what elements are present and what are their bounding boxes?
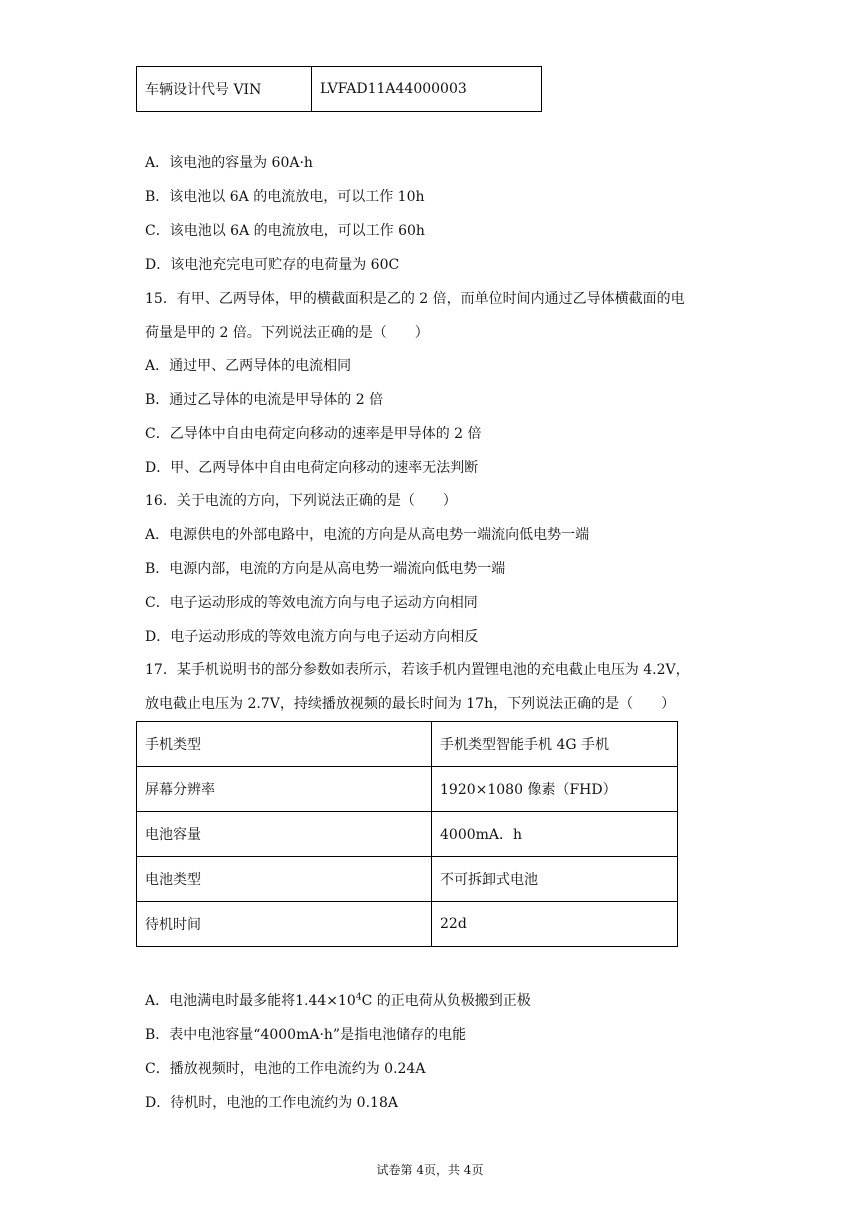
q14-option-a: A．该电池的容量为 60A·h (145, 155, 313, 171)
q17-option-a-exponent: 4 (355, 992, 362, 1003)
vin-label: 车辆设计代号 VIN (137, 67, 312, 112)
spec-key: 手机类型 (137, 722, 432, 767)
q17-stem-line2: 放电截止电压为 2.7V，持续播放视频的最长时间为 17h，下列说法正确的是（ ） (145, 696, 676, 712)
q17-option-a (145, 991, 531, 1011)
q17-option-c: C．播放视频时，电池的工作电流约为 0.24A (145, 1061, 426, 1077)
phone-spec-table (136, 721, 678, 947)
q15-option-a: A．通过甲、乙两导体的电流相同 (145, 358, 352, 374)
table-row (137, 902, 678, 947)
spec-value: 手机类型智能手机 4G 手机 (432, 722, 678, 767)
spec-value: 不可拆卸式电池 (432, 857, 678, 902)
vin-value: LVFAD11A44000003 (312, 67, 542, 112)
q14-option-b: B．该电池以 6A 的电流放电，可以工作 10h (145, 189, 425, 205)
spec-key: 待机时间 (137, 902, 432, 947)
spec-key: 电池类型 (137, 857, 432, 902)
q16-option-a: A．电源供电的外部电路中，电流的方向是从高电势一端流向低电势一端 (145, 527, 590, 543)
page-footer: 试卷第 4页，共 4页 (376, 1163, 484, 1177)
q17-option-b: B．表中电池容量“4000mA·h”是指电池储存的电能 (145, 1027, 467, 1043)
q16-option-d: D．电子运动形成的等效电流方向与电子运动方向相反 (145, 629, 479, 645)
table-row (137, 722, 678, 767)
spec-key: 屏幕分辨率 (137, 767, 432, 812)
table-row (137, 857, 678, 902)
q17-option-a-text: A．电池满电时最多能将1.44×10 (145, 993, 356, 1009)
q15-option-b: B．通过乙导体的电流是甲导体的 2 倍 (145, 392, 384, 408)
spec-key: 电池容量 (137, 812, 432, 857)
table-row (137, 767, 678, 812)
q17-stem-line1: 17．某手机说明书的部分参数如表所示，若该手机内置锂电池的充电截止电压为 4.2V， (145, 662, 690, 678)
q14-option-d: D．该电池充完电可贮存的电荷量为 60C (145, 257, 400, 273)
q17-option-a-tail: C 的正电荷从负极搬到正极 (361, 993, 531, 1009)
spec-value: 4000mA．h (432, 812, 678, 857)
q16-option-b: B．电源内部，电流的方向是从高电势一端流向低电势一端 (145, 561, 506, 577)
table-row (137, 812, 678, 857)
q16-option-c: C．电子运动形成的等效电流方向与电子运动方向相同 (145, 595, 478, 611)
spec-value: 22d (432, 902, 678, 947)
q16-stem: 16．关于电流的方向，下列说法正确的是（ ） (145, 493, 457, 509)
q15-stem-line2: 荷量是甲的 2 倍。下列说法正确的是（ ） (145, 325, 429, 341)
q17-option-d: D．待机时，电池的工作电流约为 0.18A (145, 1095, 398, 1111)
q15-stem-line1: 15．有甲、乙两导体，甲的横截面积是乙的 2 倍，而单位时间内通过乙导体横截面的电 (145, 291, 685, 307)
q15-option-d: D．甲、乙两导体中自由电荷定向移动的速率无法判断 (145, 460, 479, 476)
spec-value: 1920×1080 像素（FHD） (432, 767, 678, 812)
q15-option-c: C．乙导体中自由电荷定向移动的速率是甲导体的 2 倍 (145, 426, 482, 442)
vin-table (136, 66, 542, 112)
q14-option-c: C．该电池以 6A 的电流放电，可以工作 60h (145, 223, 425, 239)
